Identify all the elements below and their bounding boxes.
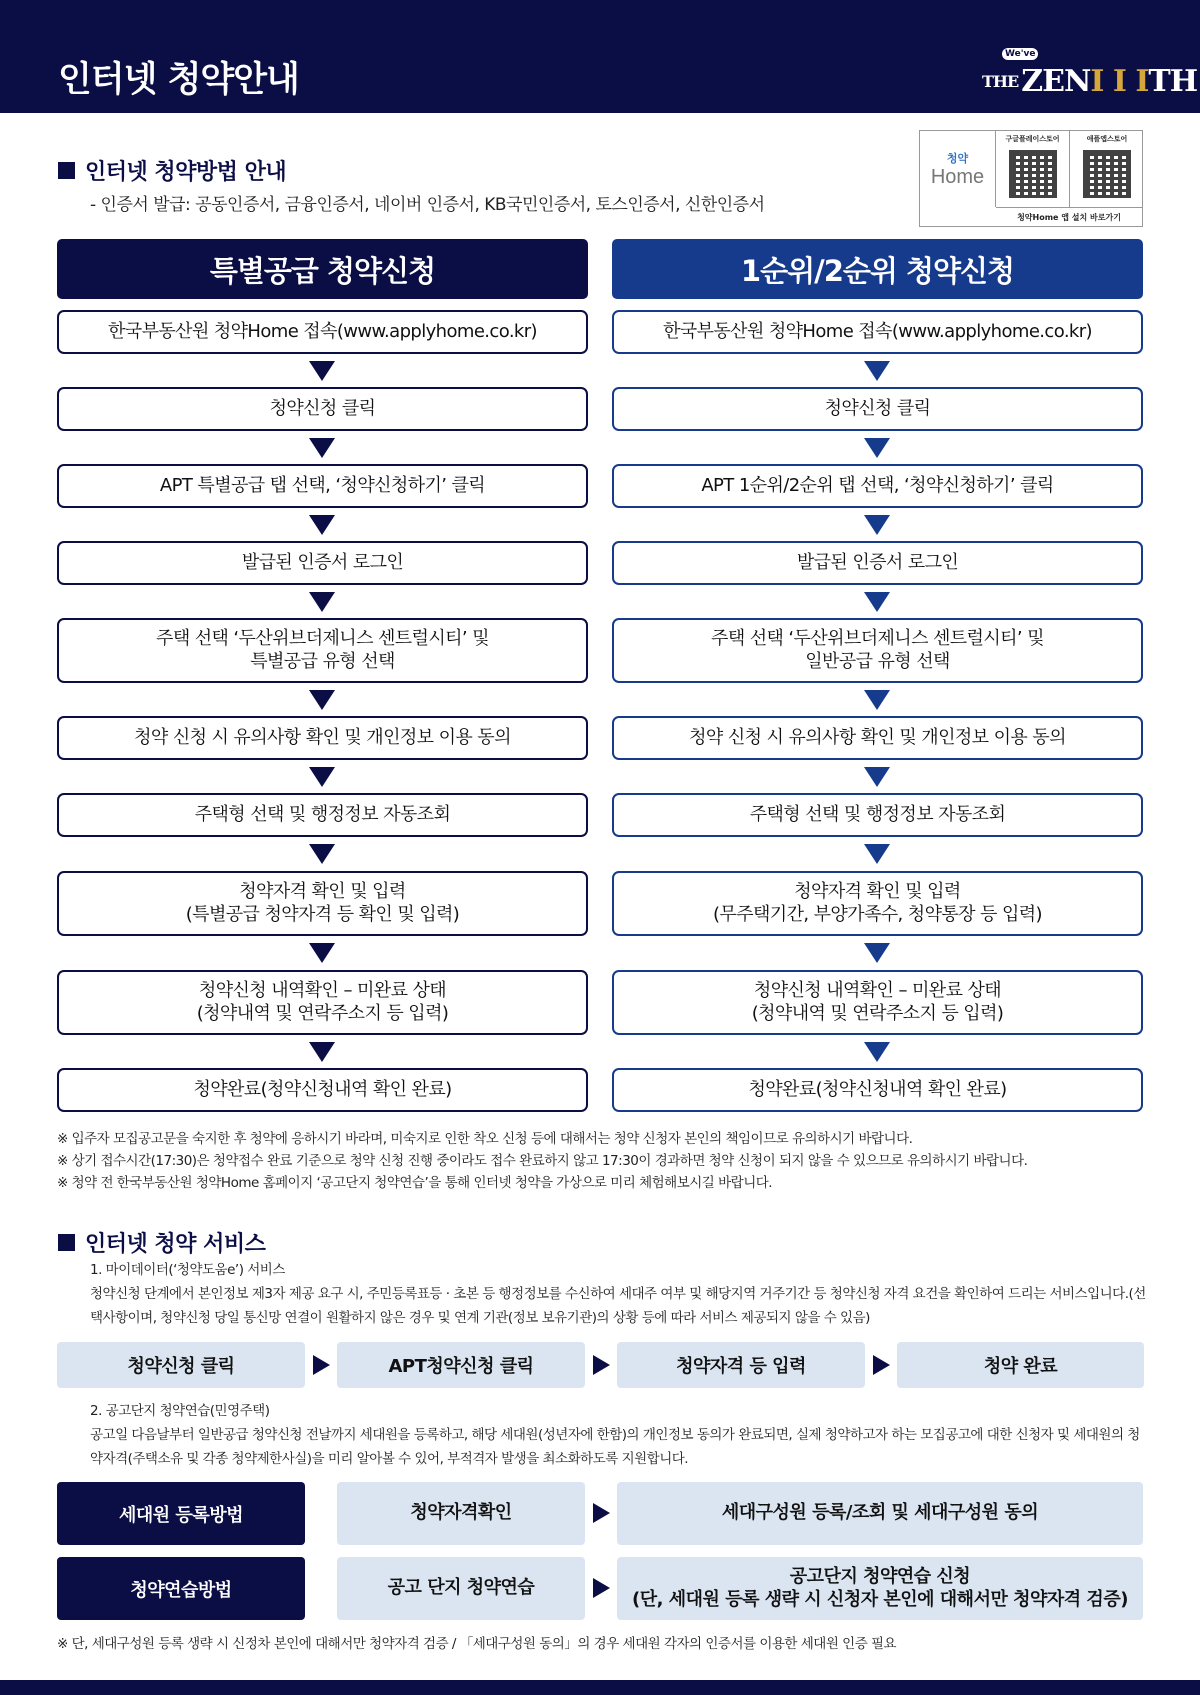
special-step-3: APT 특별공급 탭 선택, ‘청약신청하기’ 클릭: [57, 464, 588, 508]
general-step-7: 주택형 선택 및 행정정보 자동조회: [612, 793, 1143, 837]
down-arrow-icon: [864, 592, 890, 612]
general-step-3: APT 1순위/2순위 탭 선택, ‘청약신청하기’ 클릭: [612, 464, 1143, 508]
certificate-line: - 인증서 발급: 공동인증서, 금융인증서, 네이버 인증서, KB국민인증서, 토스인증서, 신한인증서: [90, 195, 765, 215]
general-step-5: 주택 선택 ‘두산위브더제니스 센트럴시티’ 및 일반공급 유형 선택: [612, 618, 1143, 683]
special-step-2: 청약신청 클릭: [57, 387, 588, 431]
general-supply-header: 1순위/2순위 청약신청: [612, 239, 1143, 299]
service-section-title: 인터넷 청약 서비스: [58, 1227, 265, 1258]
square-bullet-icon: [58, 1234, 75, 1251]
down-arrow-icon: [309, 1042, 335, 1062]
down-arrow-icon: [864, 361, 890, 381]
special-step-8: 청약자격 확인 및 입력 (특별공급 청약자격 등 확인 및 입력): [57, 871, 588, 936]
qualification-check-box: 청약자격확인: [337, 1482, 585, 1545]
general-step-9: 청약신청 내역확인 – 미완료 상태 (청약내역 및 연락주소지 등 입력): [612, 970, 1143, 1035]
down-arrow-icon: [309, 592, 335, 612]
qr-code-icon: [1009, 150, 1057, 198]
special-step-4: 발급된 인증서 로그인: [57, 541, 588, 585]
google-play-qr[interactable]: 구글플레이스토어: [996, 131, 1070, 207]
qr-footer-label: 청약Home 앱 설치 바로가기: [996, 207, 1142, 226]
special-step-7: 주택형 선택 및 행정정보 자동조회: [57, 793, 588, 837]
mydata-description: 청약신청 단계에서 본인정보 제3자 제공 요구 시, 주민등록표등 · 초본 등 행정정보를 수신하여 세대주 여부 및 해당지역 거주기간 등 청약신청 자격 요건을 확인하여 드리는 서비스입니다.(선택사항이며, 청약신청 당일 통신망 연결이 원활하지 않은 경우 및 연계 기관(정보 보유기관)의 상황 등에 따라 서비스 제공되지 않을 수 있음): [90, 1286, 1146, 1326]
general-step-10: 청약완료(청약신청내역 확인 완료): [612, 1068, 1143, 1112]
brand-logo: [980, 48, 1198, 100]
applyhome-logo: 청약 Home: [920, 131, 996, 207]
practice-box: 공고 단지 청약연습: [337, 1557, 585, 1620]
down-arrow-icon: [864, 767, 890, 787]
flow-step-apt-click: APT청약신청 클릭: [337, 1342, 585, 1388]
notes-block: [57, 1128, 1027, 1194]
down-arrow-icon: [864, 690, 890, 710]
practice-description: 공고일 다음날부터 일반공급 청약신청 전날까지 세대원을 등록하고, 해당 세대원(성년자에 한함)의 개인정보 동의가 완료되면, 실제 청약하고자 하는 모집공고에 대한 신청자 및 세대원의 청약자격(주택소유 및 각종 청약제한사실)을 미리 알아볼 수 있어, 부적격자 발생을 최소화하도록 지원합니다.: [90, 1427, 1140, 1467]
flow-step-complete: 청약 완료: [897, 1342, 1144, 1388]
member-register-label: 세대원 등록방법: [57, 1482, 305, 1545]
page-title: 인터넷 청약안내: [58, 60, 299, 100]
method-section-title: 인터넷 청약방법 안내: [58, 155, 286, 186]
special-step-10: 청약완료(청약신청내역 확인 완료): [57, 1068, 588, 1112]
special-supply-header: 특별공급 청약신청: [57, 239, 588, 299]
general-step-2: 청약신청 클릭: [612, 387, 1143, 431]
note-line: ※ 청약 전 한국부동산원 청약Home 홈페이지 ‘공고단지 청약연습’을 통해 인터넷 청약을 가상으로 미리 체험해보시길 바랍니다.: [57, 1175, 773, 1191]
general-step-1: 한국부동산원 청약Home 접속(www.applyhome.co.kr): [612, 310, 1143, 354]
down-arrow-icon: [864, 515, 890, 535]
practice-method-label: 청약연습방법: [57, 1557, 305, 1620]
special-step-9: 청약신청 내역확인 – 미완료 상태 (청약내역 및 연락주소지 등 입력): [57, 970, 588, 1035]
app-store-qr[interactable]: 애플앱스토어: [1070, 131, 1144, 207]
member-register-detail: 세대구성원 등록/조회 및 세대구성원 동의: [617, 1482, 1143, 1545]
square-bullet-icon: [58, 162, 75, 179]
special-step-6: 청약 신청 시 유의사항 확인 및 개인정보 이용 동의: [57, 716, 588, 760]
qr-code-icon: [1083, 150, 1131, 198]
general-step-8: 청약자격 확인 및 입력 (무주택기간, 부양가족수, 청약통장 등 입력): [612, 871, 1143, 936]
down-arrow-icon: [309, 438, 335, 458]
down-arrow-icon: [309, 515, 335, 535]
down-arrow-icon: [309, 361, 335, 381]
flow-step-qualification: 청약자격 등 입력: [617, 1342, 865, 1388]
down-arrow-icon: [309, 690, 335, 710]
note-line: ※ 상기 접수시간(17:30)은 청약접수 완료 기준으로 청약 신청 진행 중이라도 접수 완료하지 않고 17:30이 경과하면 청약 신청이 되지 않을 수 있으므로 유의하시기 바랍니다.: [57, 1153, 1028, 1169]
down-arrow-icon: [864, 438, 890, 458]
special-step-5: 주택 선택 ‘두산위브더제니스 센트럴시티’ 및 특별공급 유형 선택: [57, 618, 588, 683]
down-arrow-icon: [864, 844, 890, 864]
down-arrow-icon: [309, 767, 335, 787]
general-step-6: 청약 신청 시 유의사항 확인 및 개인정보 이용 동의: [612, 716, 1143, 760]
app-download-box: [919, 130, 1143, 227]
down-arrow-icon: [864, 943, 890, 963]
flow-arrow-icon: [873, 1355, 890, 1375]
logo-wordmark: THE ZENI I ITH: [982, 64, 1198, 99]
general-step-4: 발급된 인증서 로그인: [612, 541, 1143, 585]
note-line: ※ 입주자 모집공고문을 숙지한 후 청약에 응하시기 바라며, 미숙지로 인한 착오 신청 등에 대해서는 청약 신청자 본인의 책임이므로 유의하시기 바랍니다.: [57, 1131, 913, 1147]
practice-detail: 공고단지 청약연습 신청 (단, 세대원 등록 생략 시 신청자 본인에 대해서만 청약자격 검증): [617, 1557, 1143, 1620]
flow-arrow-icon: [593, 1578, 610, 1598]
header-bar: [0, 0, 1200, 113]
flow-step-apply-click: 청약신청 클릭: [57, 1342, 305, 1388]
footnote: ※ 단, 세대구성원 등록 생략 시 신정차 본인에 대해서만 청약자격 검증 / 「세대구성원 동의」의 경우 세대원 각자의 인증서를 이용한 세대원 인증 필요: [57, 1636, 897, 1652]
practice-title: 2. 공고단지 청약연습(민영주택): [90, 1403, 270, 1419]
logo-weve-badge: We've: [1002, 48, 1038, 60]
flow-arrow-icon: [313, 1355, 330, 1375]
flow-arrow-icon: [593, 1503, 610, 1523]
mydata-title: 1. 마이데이터(‘청약도움e’) 서비스: [90, 1262, 285, 1278]
flow-arrow-icon: [593, 1355, 610, 1375]
footer-bar: [0, 1680, 1200, 1695]
special-step-1: 한국부동산원 청약Home 접속(www.applyhome.co.kr): [57, 310, 588, 354]
down-arrow-icon: [864, 1042, 890, 1062]
down-arrow-icon: [309, 943, 335, 963]
down-arrow-icon: [309, 844, 335, 864]
